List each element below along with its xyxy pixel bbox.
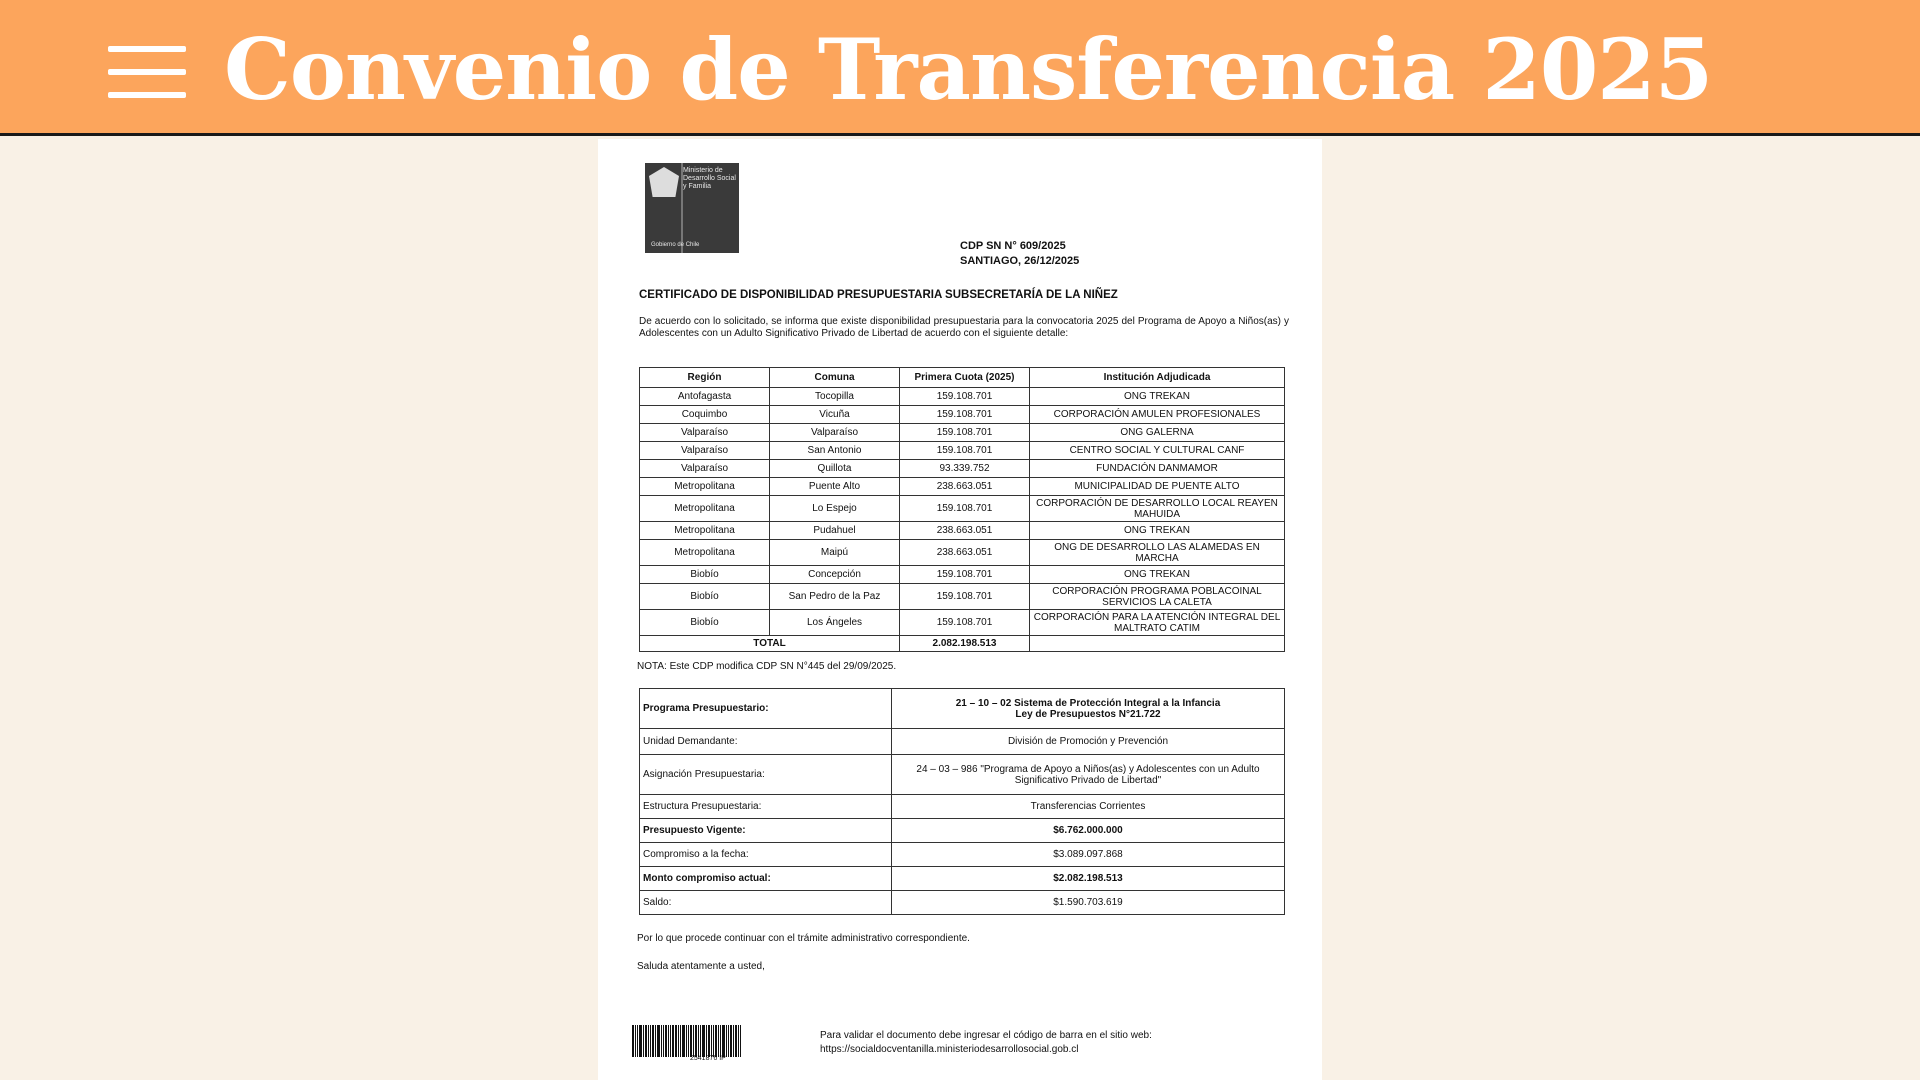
barcode-bar bbox=[686, 1025, 687, 1057]
table-cell: CENTRO SOCIAL Y CULTURAL CANF bbox=[1030, 442, 1285, 460]
budget-value: 21 – 10 – 02 Sistema de Protección Integral a la Infancia Ley de Presupuestos N°21.722 bbox=[892, 689, 1285, 729]
table-cell: 93.339.752 bbox=[900, 460, 1030, 478]
cdp-reference: CDP SN N° 609/2025 SANTIAGO, 26/12/2025 bbox=[960, 240, 1080, 267]
budget-value: $3.089.097.868 bbox=[892, 843, 1285, 867]
table-row bbox=[640, 610, 1285, 636]
table-cell: Valparaíso bbox=[640, 460, 770, 478]
table-row bbox=[640, 496, 1285, 522]
barcode-bar bbox=[728, 1025, 729, 1057]
barcode-bar bbox=[665, 1025, 667, 1057]
budget-value: $2.082.198.513 bbox=[892, 867, 1285, 891]
budget-row bbox=[640, 819, 1285, 843]
table-cell: 238.663.051 bbox=[900, 522, 1030, 540]
table-cell: Antofagasta bbox=[640, 388, 770, 406]
table-cell: Maipú bbox=[770, 540, 900, 566]
table-row bbox=[640, 442, 1285, 460]
barcode-bar bbox=[730, 1025, 732, 1057]
barcode-bar bbox=[726, 1025, 727, 1057]
barcode-bar bbox=[718, 1025, 719, 1057]
budget-row bbox=[640, 755, 1285, 795]
budget-table bbox=[639, 688, 1285, 915]
barcode-bar bbox=[702, 1025, 705, 1057]
barcode-bar bbox=[645, 1025, 647, 1057]
column-header: Comuna bbox=[770, 368, 900, 388]
table-cell: Valparaíso bbox=[640, 442, 770, 460]
budget-label: Monto compromiso actual: bbox=[640, 867, 892, 891]
table-row bbox=[640, 540, 1285, 566]
page-title: Convenio de Transferencia 2025 bbox=[224, 20, 1713, 119]
total-label: TOTAL bbox=[640, 636, 900, 652]
barcode-bar bbox=[652, 1025, 654, 1057]
column-header: Primera Cuota (2025) bbox=[900, 368, 1030, 388]
table-cell: Biobío bbox=[640, 584, 770, 610]
budget-label: Asignación Presupuestaria: bbox=[640, 755, 892, 795]
greeting-text: Saluda atentamente a usted, bbox=[637, 961, 765, 972]
barcode-bar bbox=[711, 1025, 712, 1057]
column-header: Institución Adjudicada bbox=[1030, 368, 1285, 388]
table-cell: Vicuña bbox=[770, 406, 900, 424]
budget-row bbox=[640, 867, 1285, 891]
table-cell: 159.108.701 bbox=[900, 424, 1030, 442]
table-cell: 159.108.701 bbox=[900, 566, 1030, 584]
ministry-logo: Ministerio de Desarrollo Social y Familia Gobierno de Chile bbox=[645, 163, 739, 253]
budget-row bbox=[640, 795, 1285, 819]
table-cell: ONG DE DESARROLLO LAS ALAMEDAS EN MARCHA bbox=[1030, 540, 1285, 566]
barcode-bar bbox=[643, 1025, 644, 1057]
intro-paragraph: De acuerdo con lo solicitado, se informa que existe disponibilidad presupuestaria para la convocatoria 2025 del Programa de Apoyo a Niños(as) y Adolescentes con un Adulto Significativo Privado de Libertad de acuerdo con el siguiente detalle: bbox=[639, 316, 1289, 339]
barcode-bar bbox=[713, 1025, 714, 1057]
barcode-number: 2541876 IP bbox=[690, 1055, 726, 1062]
barcode-bar bbox=[670, 1025, 671, 1057]
table-cell: Metropolitana bbox=[640, 540, 770, 566]
table-cell: 159.108.701 bbox=[900, 610, 1030, 636]
budget-label: Estructura Presupuestaria: bbox=[640, 795, 892, 819]
barcode-bar bbox=[715, 1025, 717, 1057]
barcode-bar bbox=[657, 1025, 660, 1057]
barcode-bar bbox=[738, 1025, 739, 1057]
budget-value: $6.762.000.000 bbox=[892, 819, 1285, 843]
closing-text: Por lo que procede continuar con el trámite administrativo correspondiente. bbox=[637, 933, 970, 944]
table-cell: Metropolitana bbox=[640, 478, 770, 496]
table-cell: San Antonio bbox=[770, 442, 900, 460]
budget-label: Saldo: bbox=[640, 891, 892, 915]
table-row bbox=[640, 406, 1285, 424]
barcode-bar bbox=[700, 1025, 701, 1057]
barcode-bar bbox=[650, 1025, 651, 1057]
barcode-bar bbox=[682, 1025, 685, 1057]
table-cell: ONG GALERNA bbox=[1030, 424, 1285, 442]
barcode-bar bbox=[740, 1025, 741, 1057]
barcode-bar bbox=[680, 1025, 681, 1057]
table-row bbox=[640, 566, 1285, 584]
table-cell: ONG TREKAN bbox=[1030, 388, 1285, 406]
table-cell: CORPORACIÓN PROGRAMA POBLACOINAL SERVICIOS LA CALETA bbox=[1030, 584, 1285, 610]
barcode-bar bbox=[661, 1025, 662, 1057]
table-cell: Pudahuel bbox=[770, 522, 900, 540]
barcode-bar bbox=[678, 1025, 679, 1057]
barcode-icon bbox=[632, 1025, 786, 1057]
barcode-bar bbox=[663, 1025, 664, 1057]
barcode-bar bbox=[690, 1025, 692, 1057]
table-cell: Lo Espejo bbox=[770, 496, 900, 522]
table-cell: 159.108.701 bbox=[900, 406, 1030, 424]
table-cell: 238.663.051 bbox=[900, 478, 1030, 496]
barcode-bar bbox=[720, 1025, 721, 1057]
table-row bbox=[640, 424, 1285, 442]
barcode-bar bbox=[648, 1025, 649, 1057]
table-cell: Quillota bbox=[770, 460, 900, 478]
note: NOTA: Este CDP modifica CDP SN N°445 del 29/09/2025. bbox=[637, 661, 897, 672]
budget-label: Presupuesto Vigente: bbox=[640, 819, 892, 843]
hamburger-menu-icon[interactable] bbox=[108, 46, 186, 98]
budget-row bbox=[640, 891, 1285, 915]
barcode-bar bbox=[688, 1025, 689, 1057]
budget-value: Transferencias Corrientes bbox=[892, 795, 1285, 819]
budget-label: Compromiso a la fecha: bbox=[640, 843, 892, 867]
table-cell: Metropolitana bbox=[640, 522, 770, 540]
table-cell: CORPORACIÓN DE DESARROLLO LOCAL REAYEN MAHUIDA bbox=[1030, 496, 1285, 522]
table-cell: San Pedro de la Paz bbox=[770, 584, 900, 610]
budget-row bbox=[640, 689, 1285, 729]
table-row bbox=[640, 388, 1285, 406]
budget-row bbox=[640, 729, 1285, 755]
table-cell: 159.108.701 bbox=[900, 496, 1030, 522]
budget-label: Unidad Demandante: bbox=[640, 729, 892, 755]
barcode-bar bbox=[722, 1025, 725, 1057]
table-cell: Biobío bbox=[640, 566, 770, 584]
barcode-bar bbox=[733, 1025, 734, 1057]
table-cell: 159.108.701 bbox=[900, 388, 1030, 406]
table-cell: Biobío bbox=[640, 610, 770, 636]
header-bar bbox=[0, 0, 1920, 136]
table-cell: Coquimbo bbox=[640, 406, 770, 424]
barcode-bar bbox=[735, 1025, 737, 1057]
barcode-bar bbox=[695, 1025, 697, 1057]
barcode-bar bbox=[668, 1025, 669, 1057]
table-cell: 159.108.701 bbox=[900, 584, 1030, 610]
table-cell: 159.108.701 bbox=[900, 442, 1030, 460]
certificate-title: CERTIFICADO DE DISPONIBILIDAD PRESUPUESTARIA SUBSECRETARÍA DE LA NIÑEZ bbox=[639, 289, 1118, 301]
table-row bbox=[640, 460, 1285, 478]
table-cell: Metropolitana bbox=[640, 496, 770, 522]
barcode-bar bbox=[637, 1025, 638, 1057]
validation-url[interactable]: https://socialdocventanilla.ministeriodesarrollosocial.gob.cl bbox=[820, 1044, 1079, 1055]
allocation-table bbox=[639, 367, 1285, 652]
budget-value: 24 – 03 – 986 "Programa de Apoyo a Niños(as) y Adolescentes con un Adulto Significativo Privado de Libertad" bbox=[892, 755, 1285, 795]
table-row bbox=[640, 584, 1285, 610]
table-cell: FUNDACIÓN DANMAMOR bbox=[1030, 460, 1285, 478]
table-cell: Puente Alto bbox=[770, 478, 900, 496]
table-cell: Tocopilla bbox=[770, 388, 900, 406]
table-cell: Concepción bbox=[770, 566, 900, 584]
barcode-bar bbox=[635, 1025, 636, 1057]
table-row bbox=[640, 478, 1285, 496]
chile-crest-icon bbox=[649, 167, 679, 197]
budget-label: Programa Presupuestario: bbox=[640, 689, 892, 729]
table-cell: MUNICIPALIDAD DE PUENTE ALTO bbox=[1030, 478, 1285, 496]
table-cell: 238.663.051 bbox=[900, 540, 1030, 566]
column-header: Región bbox=[640, 368, 770, 388]
total-value: 2.082.198.513 bbox=[900, 636, 1030, 652]
barcode-bar bbox=[672, 1025, 674, 1057]
barcode-bar bbox=[706, 1025, 707, 1057]
table-cell: CORPORACIÓN AMULEN PROFESIONALES bbox=[1030, 406, 1285, 424]
document-page bbox=[598, 139, 1322, 1080]
barcode-bar bbox=[632, 1025, 634, 1057]
budget-value: División de Promoción y Prevención bbox=[892, 729, 1285, 755]
table-cell: ONG TREKAN bbox=[1030, 566, 1285, 584]
table-cell: Valparaíso bbox=[640, 424, 770, 442]
validation-info: Para validar el documento debe ingresar el código de barra en el sitio web: https://socialdocventanilla.ministeriodesarrollosocial.gob.cl bbox=[820, 1030, 1152, 1055]
table-cell: Valparaíso bbox=[770, 424, 900, 442]
barcode-bar bbox=[693, 1025, 694, 1057]
budget-value: $1.590.703.619 bbox=[892, 891, 1285, 915]
table-row bbox=[640, 522, 1285, 540]
table-cell: CORPORACIÓN PARA LA ATENCIÓN INTEGRAL DEL MALTRATO CATIM bbox=[1030, 610, 1285, 636]
barcode-bar bbox=[655, 1025, 656, 1057]
barcode-bar bbox=[698, 1025, 699, 1057]
barcode-bar bbox=[639, 1025, 642, 1057]
barcode-bar bbox=[708, 1025, 710, 1057]
table-cell: ONG TREKAN bbox=[1030, 522, 1285, 540]
barcode-bar bbox=[675, 1025, 677, 1057]
budget-row bbox=[640, 843, 1285, 867]
table-cell: Los Ángeles bbox=[770, 610, 900, 636]
